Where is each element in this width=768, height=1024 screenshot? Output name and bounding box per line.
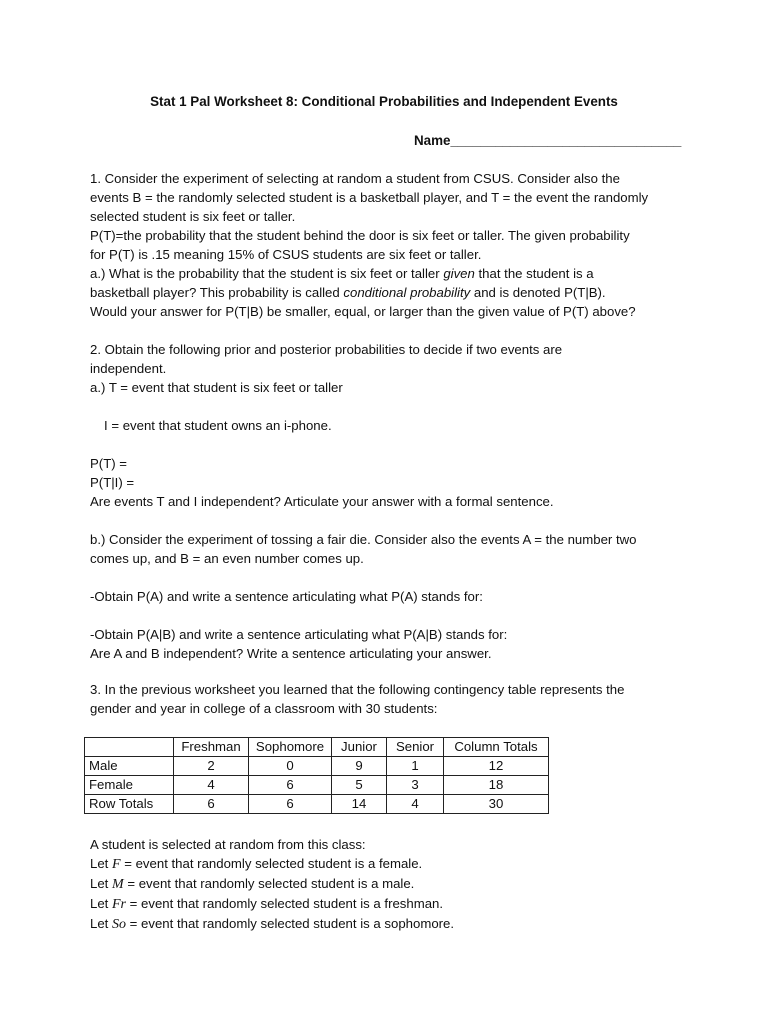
selection-line: A student is selected at random from this class:	[90, 837, 366, 852]
q2b-line: Are A and B independent? Write a sentence articulating your answer.	[90, 646, 492, 661]
event-symbol-fr: Fr	[112, 897, 126, 912]
table-header-cell: Senior	[387, 738, 444, 757]
table-row-label: Male	[85, 757, 174, 776]
table-header-cell: Column Totals	[444, 738, 549, 757]
q2-line: independent.	[90, 361, 167, 376]
table-header-row	[85, 738, 549, 757]
table-cell: 3	[387, 776, 444, 795]
let-text: Let	[90, 856, 112, 871]
q2b-line: -Obtain P(A) and write a sentence articulating what P(A) stands for:	[90, 589, 483, 604]
table-header-cell: Sophomore	[249, 738, 332, 757]
event-text: = event that randomly selected student is a female.	[120, 856, 423, 871]
table-cell: 6	[249, 795, 332, 814]
worksheet-title: Stat 1 Pal Worksheet 8: Conditional Probabilities and Independent Events	[150, 94, 618, 109]
q1a-line	[90, 283, 690, 302]
table-cell: 9	[332, 757, 387, 776]
table-cell: 6	[249, 776, 332, 795]
q1a-given-italic: given	[443, 266, 475, 281]
question-2	[90, 340, 690, 663]
let-text: Let	[90, 896, 112, 911]
table-cell: 0	[249, 757, 332, 776]
table-row-label: Female	[85, 776, 174, 795]
table-row	[85, 757, 549, 776]
q2a-line: a.) T = event that student is six feet or taller	[90, 380, 343, 395]
q1-line: 1. Consider the experiment of selecting at random a student from CSUS. Consider also the	[90, 171, 620, 186]
q2b-line: b.) Consider the experiment of tossing a fair die. Consider also the events A = the number two	[90, 532, 637, 547]
q2a-line: Are events T and I independent? Articulate your answer with a formal sentence.	[90, 494, 554, 509]
question-3	[90, 680, 690, 718]
event-symbol-so: So	[112, 917, 126, 932]
table-cell: 14	[332, 795, 387, 814]
let-text: Let	[90, 916, 112, 931]
event-fr-line	[90, 894, 690, 914]
conditional-probability-italic: conditional probability	[343, 285, 471, 300]
q3-line: 3. In the previous worksheet you learned that the following contingency table represents the	[90, 682, 625, 697]
event-definitions	[90, 835, 690, 934]
table-row-label: Row Totals	[85, 795, 174, 814]
p-t-line: P(T) =	[90, 456, 127, 471]
q1a-text: that the student is a	[474, 266, 594, 281]
let-text: Let	[90, 876, 112, 891]
question-1	[90, 169, 690, 321]
table-cell: 1	[387, 757, 444, 776]
table-cell: 6	[174, 795, 249, 814]
table-cell: 4	[174, 776, 249, 795]
q1-line: selected student is six feet or taller.	[90, 209, 296, 224]
table-cell: 30	[444, 795, 549, 814]
q1a-line	[90, 264, 690, 283]
event-symbol-m: M	[112, 877, 124, 892]
q2b-line: -Obtain P(A|B) and write a sentence articulating what P(A|B) stands for:	[90, 627, 508, 642]
q1-line: Would your answer for P(T|B) be smaller, equal, or larger than the given value of P(T) above?	[90, 304, 636, 319]
name-field-label: Name_______________________________	[414, 133, 682, 148]
event-f-line	[90, 854, 690, 874]
q1-line: P(T)=the probability that the student behind the door is six feet or taller. The given probability	[90, 228, 630, 243]
event-text: = event that randomly selected student is a freshman.	[126, 896, 444, 911]
table-header-cell: Freshman	[174, 738, 249, 757]
table-cell: 4	[387, 795, 444, 814]
table-cell: 18	[444, 776, 549, 795]
table-cell: 12	[444, 757, 549, 776]
q2-line: 2. Obtain the following prior and posterior probabilities to decide if two events are	[90, 342, 563, 357]
q1-line: events B = the randomly selected student is a basketball player, and T = the event the randomly	[90, 190, 649, 205]
event-text: = event that randomly selected student is a sophomore.	[126, 916, 455, 931]
table-cell: 5	[332, 776, 387, 795]
contingency-table	[84, 737, 549, 814]
q2a-line: I = event that student owns an i-phone.	[104, 418, 332, 433]
table-row	[85, 776, 549, 795]
event-so-line	[90, 914, 690, 934]
event-text: = event that randomly selected student is a male.	[123, 876, 415, 891]
q2b-line: comes up, and B = an even number comes up.	[90, 551, 364, 566]
q1a-text: a.) What is the probability that the student is six feet or taller	[90, 266, 444, 281]
table-cell: 2	[174, 757, 249, 776]
p-t-given-i-line: P(T|I) =	[90, 475, 135, 490]
q1-line: for P(T) is .15 meaning 15% of CSUS students are six feet or taller.	[90, 247, 482, 262]
event-symbol-f: F	[112, 857, 121, 872]
q3-line: gender and year in college of a classroom with 30 students:	[90, 701, 438, 716]
q1a-text: and is denoted P(T|B).	[470, 285, 606, 300]
q1a-text: basketball player? This probability is called	[90, 285, 344, 300]
table-header-cell	[85, 738, 174, 757]
table-header-cell: Junior	[332, 738, 387, 757]
table-row	[85, 795, 549, 814]
event-m-line	[90, 874, 690, 894]
